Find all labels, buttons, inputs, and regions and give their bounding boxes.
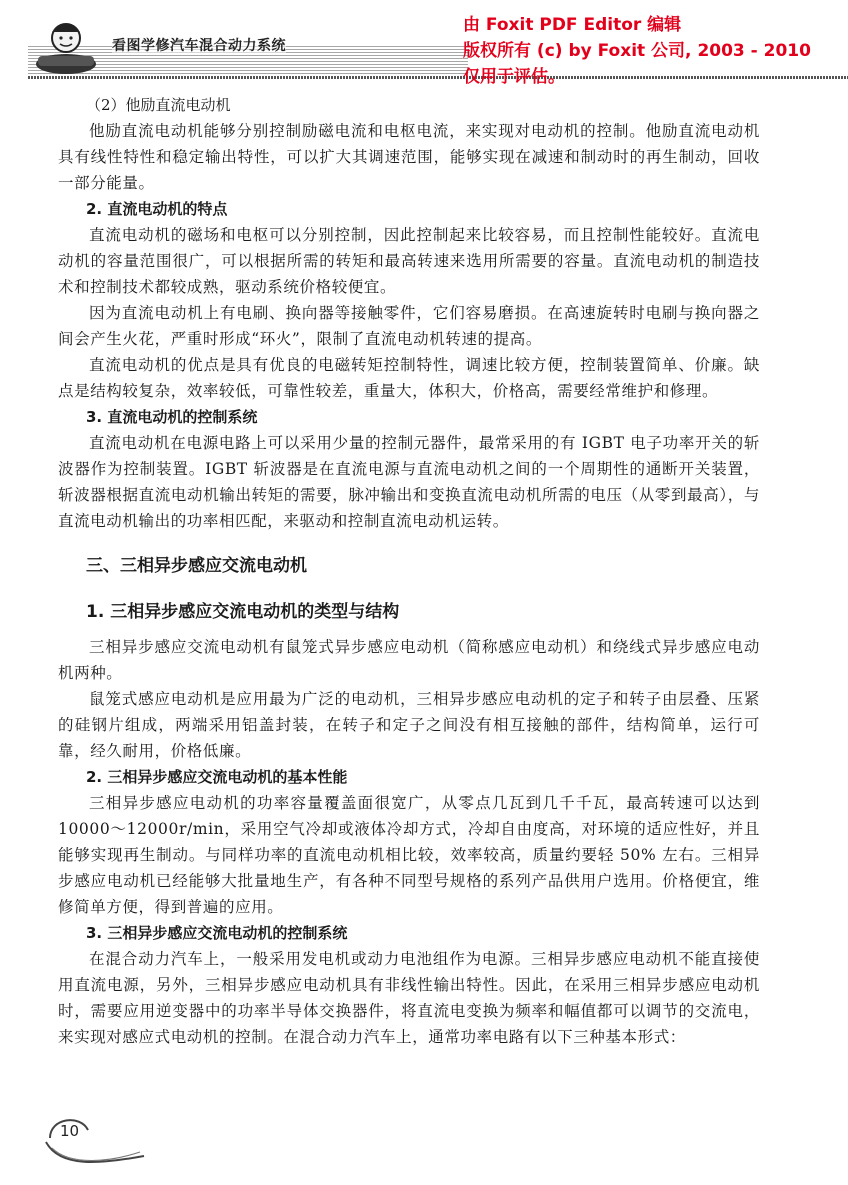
mechanic-mascot-icon bbox=[34, 14, 98, 74]
paragraph: 他励直流电动机能够分别控制励磁电流和电枢电流，来实现对电动机的控制。他励直流电动机具有线性特性和稳定输出特性，可以扩大其调速范围，能够实现在减速和制动时的再生制动，回收一部分能量。 bbox=[58, 122, 760, 192]
heading-basic-performance: 2. 三相异步感应交流电动机的基本性能 bbox=[86, 768, 348, 786]
foxit-watermark bbox=[463, 12, 843, 90]
paragraph: 三相异步感应电动机的功率容量覆盖面很宽广，从零点几瓦到几千千瓦，最高转速可以达到 10000～12000r/min，采用空气冷却或液体冷却方式，冷却自由度高，对环境的适应性好，并且能够实现再生制动。与同样功率的直流电动机相比较，效率较高，质量约要轻 50% 左右。三相异步感应电动机已经能够大批量地生产，有各种不同型号规格的系列产品供用户选用。价格便宜，维修简单方便，得到普遍的应用。 bbox=[58, 794, 760, 916]
heading-dc-motor-control-system: 3. 直流电动机的控制系统 bbox=[86, 408, 258, 426]
running-header-title: 看图学修汽车混合动力系统 bbox=[112, 35, 286, 55]
section-heading-three-phase-induction: 三、三相异步感应交流电动机 bbox=[86, 556, 307, 576]
watermark-line-2: 版权所有 (c) by Foxit 公司, 2003 - 2010 bbox=[463, 41, 811, 61]
heading-induction-control-system: 3. 三相异步感应交流电动机的控制系统 bbox=[86, 924, 348, 942]
subheading-separately-excited-dc-motor: （2）他励直流电动机 bbox=[86, 96, 231, 114]
page-number-swirl-icon bbox=[40, 1108, 150, 1168]
paragraph: 直流电动机的磁场和电枢可以分别控制，因此控制起来比较容易，而且控制性能较好。直流电动机的容量范围很广，可以根据所需的转矩和最高转速来选用所需要的容量。直流电动机的制造技术和控制技术都较成熟，驱动系统价格较便宜。 bbox=[58, 226, 760, 296]
paragraph: 三相异步感应交流电动机有鼠笼式异步感应电动机（简称感应电动机）和绕线式异步感应电动机两种。 bbox=[58, 638, 760, 682]
paragraph: 因为直流电动机上有电刷、换向器等接触零件，它们容易磨损。在高速旋转时电刷与换向器之间会产生火花，严重时形成“环火”，限制了直流电动机转速的提高。 bbox=[58, 304, 760, 348]
paragraph: 鼠笼式感应电动机是应用最为广泛的电动机，三相异步感应电动机的定子和转子由层叠、压紧的硅钢片组成，两端采用铝盖封装，在转子和定子之间没有相互接触的部件，结构简单，运行可靠，经久耐用，价格低廉。 bbox=[58, 690, 760, 760]
heading-types-and-structure: 1. 三相异步感应交流电动机的类型与结构 bbox=[86, 602, 400, 622]
page-body bbox=[58, 92, 760, 1050]
watermark-line-1: 由 Foxit PDF Editor 编辑 bbox=[463, 15, 682, 35]
paragraph: 直流电动机在电源电路上可以采用少量的控制元器件，最常采用的有 IGBT 电子功率开关的斩波器作为控制装置。IGBT 斩波器是在直流电源与直流电动机之间的一个周期性的通断开关装置，斩波器根据直流电动机输出转矩的需要，脉冲输出和变换直流电动机所需的电压（从零到最高），与直流电动机输出的功率相匹配，来驱动和控制直流电动机运转。 bbox=[58, 434, 760, 530]
page-number: 10 bbox=[60, 1122, 80, 1140]
watermark-line-3: 仅用于评估。 bbox=[463, 67, 565, 87]
heading-dc-motor-features: 2. 直流电动机的特点 bbox=[86, 200, 228, 218]
paragraph: 直流电动机的优点是具有优良的电磁转矩控制特性，调速比较方便，控制装置简单、价廉。缺点是结构较复杂，效率较低，可靠性较差，重量大，体积大，价格高，需要经常维护和修理。 bbox=[58, 356, 760, 400]
paragraph: 在混合动力汽车上，一般采用发电机或动力电池组作为电源。三相异步感应电动机不能直接使用直流电源，另外，三相异步感应电动机具有非线性输出特性。因此，在采用三相异步感应电动机时，需要应用逆变器中的功率半导体交换器件，将直流电变换为频率和幅值都可以调节的交流电，来实现对感应式电动机的控制。在混合动力汽车上，通常功率电路有以下三种基本形式： bbox=[58, 950, 760, 1046]
